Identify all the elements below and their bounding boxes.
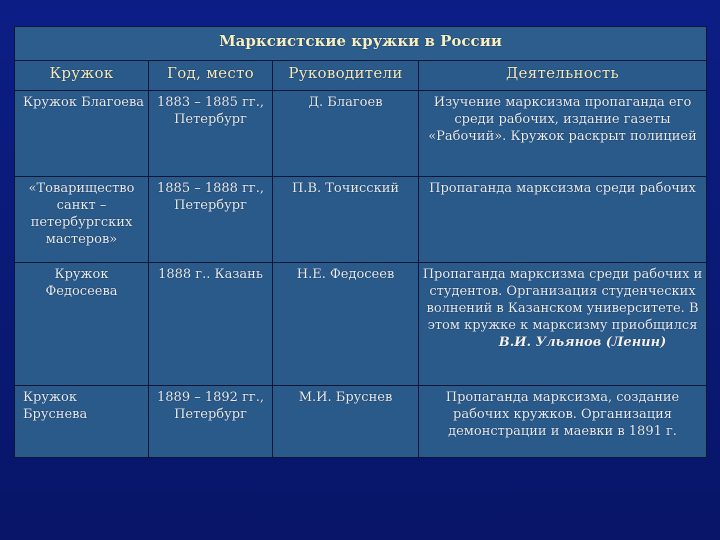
header-row — [15, 61, 707, 91]
header-circle: Кружок — [15, 61, 149, 91]
cell-year-place: 1889 – 1892 гг., Петербург — [149, 386, 273, 458]
cell-leaders: М.И. Бруснев — [273, 386, 419, 458]
cell-activity: Пропаганда марксизма среди рабочих — [419, 177, 707, 263]
header-activity: Деятельность — [419, 61, 707, 91]
cell-circle: Кружок Бруснева — [15, 386, 149, 458]
header-leaders: Руководители — [273, 61, 419, 91]
cell-year-place: 1883 – 1885 гг., Петербург — [149, 91, 273, 177]
table-row — [15, 386, 707, 458]
cell-activity: Пропаганда марксизма, создание рабочих кружков. Организация демонстрации и маевки в 1891 г. — [419, 386, 707, 458]
table-row — [15, 263, 707, 386]
cell-circle: Кружок Благоева — [15, 91, 149, 177]
cell-circle: Кружок Федосеева — [15, 263, 149, 386]
cell-activity-emphasis: В.И. Ульянов (Ленин) — [498, 335, 667, 350]
cell-leaders: Н.Е. Федосеев — [273, 263, 419, 386]
cell-leaders: Д. Благоев — [273, 91, 419, 177]
header-year-place: Год, место — [149, 61, 273, 91]
cell-circle: «Товарищество санкт – петербургских мастеров» — [15, 177, 149, 263]
cell-year-place: 1888 г.. Казань — [149, 263, 273, 386]
marxist-circles-table — [14, 26, 707, 458]
cell-activity: Пропаганда марксизма среди рабочих и студентов. Организация студенческих волнений в Казанском университете. В этом кружке к марксизму приобщился — [422, 267, 703, 333]
table-row — [15, 177, 707, 263]
cell-leaders: П.В. Точисский — [273, 177, 419, 263]
table-title: Марксистские кружки в России — [15, 27, 707, 61]
cell-activity: Изучение марксизма пропаганда его среди рабочих, издание газеты «Рабочий». Кружок раскрыт полицией — [419, 91, 707, 177]
table-row — [15, 91, 707, 177]
cell-activity-container — [419, 263, 707, 386]
cell-year-place: 1885 – 1888 гг., Петербург — [149, 177, 273, 263]
